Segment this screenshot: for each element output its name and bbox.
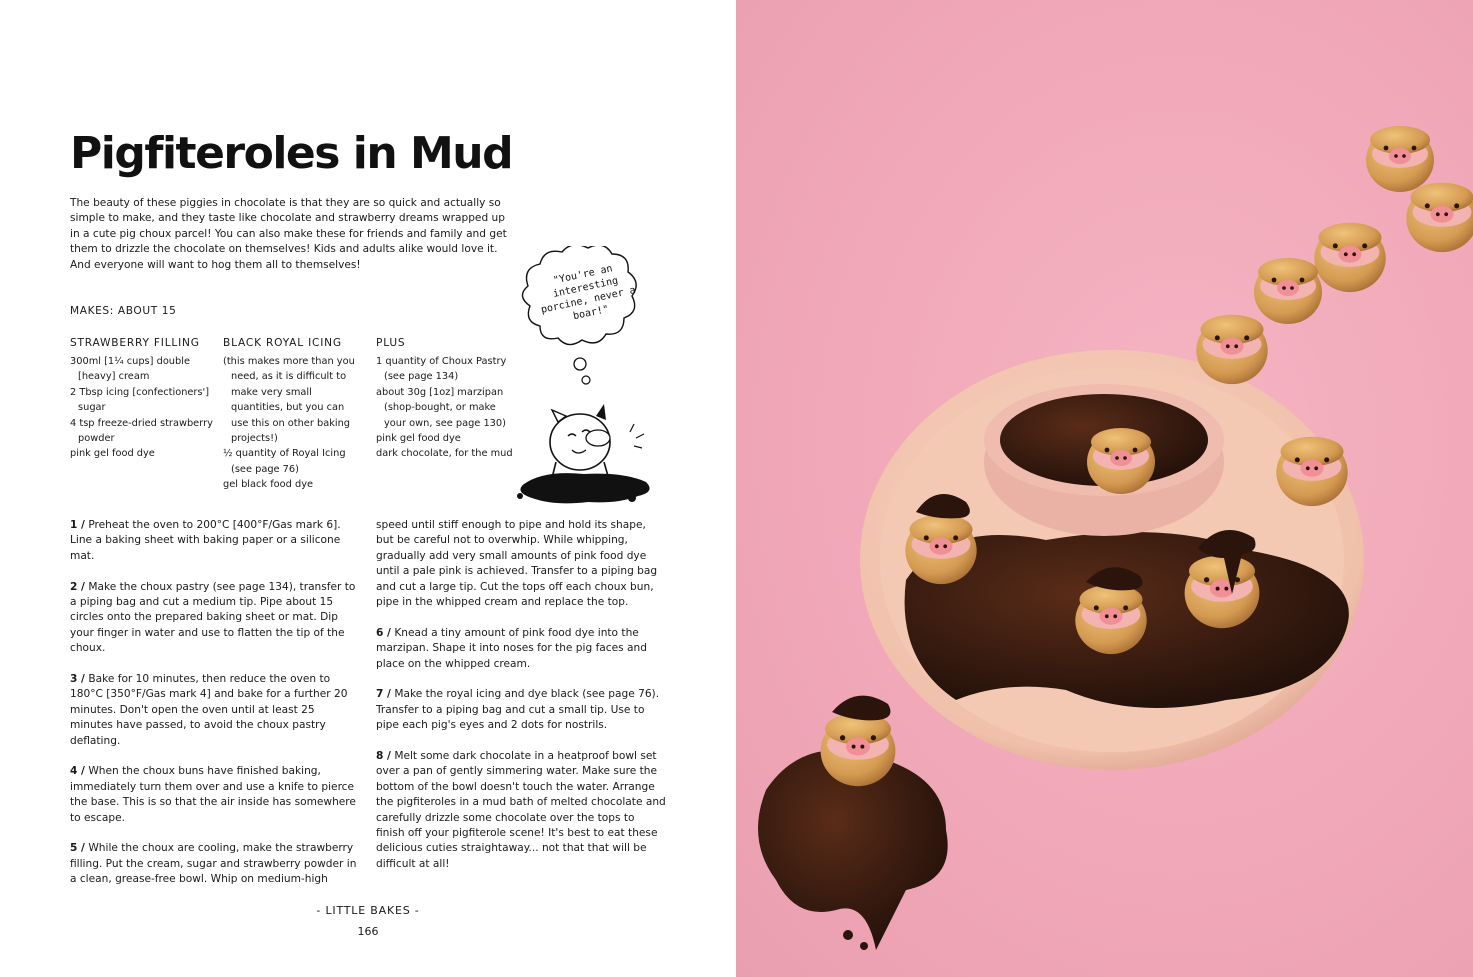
step-number: 2 / bbox=[70, 580, 85, 593]
page-number: 166 bbox=[357, 925, 379, 938]
method-step bbox=[376, 626, 666, 672]
ingredient-item: 1 quantity of Choux Pastry (see page 134) bbox=[376, 356, 507, 383]
method-step bbox=[70, 672, 360, 749]
ingredients-black-royal-icing bbox=[223, 336, 363, 493]
step-number: 8 / bbox=[376, 750, 391, 763]
method-column-right bbox=[376, 518, 666, 888]
ingredient-item: about 30g [1oz] marzipan (shop-bought, or make your own, see page 130) bbox=[376, 386, 506, 429]
method-step bbox=[70, 764, 360, 826]
method-step bbox=[376, 687, 666, 733]
recipe-title: Pigfiteroles in Mud bbox=[70, 128, 513, 179]
method-step bbox=[376, 749, 666, 872]
method-column-left bbox=[70, 518, 360, 903]
book-section-label: - LITTLE BAKES - bbox=[316, 904, 420, 917]
ingredient-item: pink gel food dye bbox=[376, 433, 461, 445]
step-number: 6 / bbox=[376, 626, 391, 639]
ingredient-heading: PLUS bbox=[376, 337, 406, 349]
ingredient-item: (this makes more than you need, as it is difficult to make very small quantities, but you can use this on other baking projects!) bbox=[223, 356, 355, 445]
ingredient-item: pink gel food dye bbox=[70, 448, 155, 460]
ingredient-heading: STRAWBERRY FILLING bbox=[70, 337, 200, 349]
method-step bbox=[70, 580, 360, 657]
pigfiteroles-photo-icon bbox=[736, 0, 1473, 977]
ingredients-plus bbox=[376, 336, 516, 462]
ingredient-item: 300ml [1¼ cups] double [heavy] cream bbox=[70, 356, 190, 383]
step-text: speed until stiff enough to pipe and hold its shape, but be careful not to overwhip. While whipping, gradually add very small amounts of pink food dye until a pale pink is achieved. Transfer to a piping bag and cut a large tip. Cut the tops off each choux bun, pipe in the whipped cream and replace the top. bbox=[376, 519, 658, 609]
step-number: 4 / bbox=[70, 765, 85, 778]
ingredient-item: 2 Tbsp icing [confectioners'] sugar bbox=[70, 386, 210, 414]
step-text: Melt some dark chocolate in a heatproof bowl set over a pan of gently simmering water. Make sure the bottom of the bowl doesn't touch the water. Arrange the pigfiteroles in a mud bath of melted chocolate and carefully drizzle some chocolate over the tops to finish off your pigfiterole scene! It's best to eat these delicious cuties straightaway... not that that will be difficult at all! bbox=[376, 750, 666, 870]
ingredient-item: ½ quantity of Royal Icing (see page 76) bbox=[223, 448, 346, 475]
ingredient-item: dark chocolate, for the mud bbox=[376, 448, 513, 460]
recipe-page bbox=[0, 0, 736, 977]
speech-bubble-text: "You're an interesting porcine, never a boar!" bbox=[540, 263, 637, 323]
step-number: 3 / bbox=[70, 673, 85, 686]
step-number: 1 / bbox=[70, 519, 85, 531]
ingredient-item: 4 tsp freeze-dried strawberry powder bbox=[70, 417, 213, 445]
ingredient-heading: BLACK ROYAL ICING bbox=[223, 337, 342, 349]
step-number: 5 / bbox=[70, 842, 85, 855]
makes-quantity: MAKES: ABOUT 15 bbox=[70, 305, 177, 317]
step-text: Knead a tiny amount of pink food dye into the marzipan. Shape it into noses for the pig faces and place on the whipped cream. bbox=[376, 626, 647, 670]
step-number: 7 / bbox=[376, 688, 391, 701]
step-text: Bake for 10 minutes, then reduce the oven to 180°C [350°F/Gas mark 4] and bake for a further 20 minutes. Don't open the oven until at least 25 minutes have passed, to avoid the choux pastry deflating. bbox=[70, 673, 348, 747]
ingredients-strawberry-filling bbox=[70, 336, 220, 462]
step-text: When the choux buns have finished baking, immediately turn them over and use a knife to pierce the base. This is so that the air inside has somewhere to escape. bbox=[70, 765, 356, 824]
recipe-intro: The beauty of these piggies in chocolate is that they are so quick and actually so simple to make, and they taste like chocolate and strawberry dreams wrapped up in a cute pig choux parcel! You can also make these for friends and family and get them to drizzle the chocolate on themselves! Kids and adults alike would love it. And everyone will want to hog them all to themselves! bbox=[70, 197, 507, 271]
step-text: Make the choux pastry (see page 134), transfer to a piping bag and cut a medium tip. Pipe about 15 circles onto the prepared baking sheet or mat. Dip your finger in water and use to flatten the tip of the choux. bbox=[70, 580, 356, 655]
ingredient-item: gel black food dye bbox=[223, 479, 314, 491]
step-text: While the choux are cooling, make the strawberry filling. Put the cream, sugar and strawberry powder in a clean, grease-free bowl. Whip on medium-high bbox=[70, 842, 357, 886]
thought-bubble bbox=[508, 246, 668, 396]
step-text: Make the royal icing and dye black (see page 76). Transfer to a piping bag and cut a small tip. Use to pipe each pig's eyes and 2 dots for nostrils. bbox=[376, 688, 660, 732]
step-text: Preheat the oven to 200°C [400°F/Gas mark 6]. Line a baking sheet with baking paper or a silicone mat. bbox=[70, 519, 341, 562]
recipe-photo bbox=[736, 0, 1473, 977]
method-step bbox=[376, 518, 666, 610]
method-step bbox=[70, 518, 360, 564]
method-step bbox=[70, 841, 360, 887]
pig-in-mud-illustration-icon bbox=[512, 392, 662, 512]
